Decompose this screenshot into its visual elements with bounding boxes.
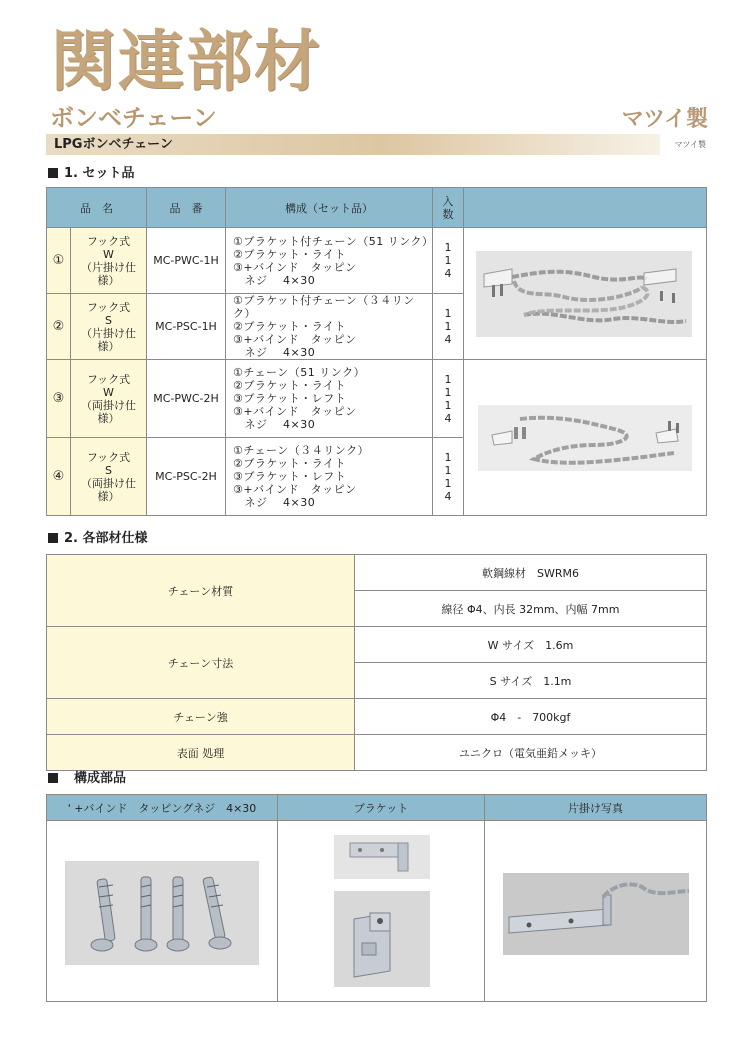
product-code: MC-PSC-1H <box>147 294 226 360</box>
component-line: ③ブラケット・レフト <box>233 470 347 483</box>
table-row <box>47 821 707 1002</box>
set-products-table <box>46 187 707 516</box>
name-line: 様） <box>97 411 120 425</box>
col-header-qty: 入 数 <box>433 188 464 228</box>
qty-line: 4 <box>444 267 452 280</box>
name-line: 様） <box>97 339 120 353</box>
table-header-row <box>47 795 707 821</box>
name-line: （両掛け仕 <box>81 476 136 490</box>
qty-line: 1 <box>444 385 452 399</box>
page-subtitle: ボンベチェーン <box>50 104 217 132</box>
product-components <box>226 438 433 516</box>
qty-line: 4 <box>444 489 452 503</box>
section-heading-spec <box>48 531 148 547</box>
hook-installation-image <box>485 821 705 1001</box>
row-number: ① <box>47 228 71 294</box>
loose-chain-with-brackets-image <box>464 363 706 513</box>
component-line: ③+バインド タッピン <box>233 333 357 346</box>
product-components <box>226 294 433 360</box>
qty-line: 1 <box>444 241 452 254</box>
product-qty <box>433 438 464 516</box>
table-row <box>47 699 707 735</box>
component-line: ②ブラケット・ライト <box>233 247 346 261</box>
qty-line: 1 <box>444 398 452 412</box>
component-line: ネジ 4×30 <box>233 496 316 509</box>
category-label: LPGボンベチェーン <box>54 137 173 152</box>
double-hook-chain-photo <box>464 360 707 516</box>
component-line: ネジ 4×30 <box>233 346 316 359</box>
component-line: ③+バインド タッピン <box>233 405 357 418</box>
single-hook-photo <box>485 821 707 1002</box>
section-heading-text: 構成部品 <box>74 771 127 786</box>
component-line: ネジ 4×30 <box>233 273 316 287</box>
name-line: W <box>103 385 114 399</box>
row-number: ② <box>47 294 71 360</box>
product-name <box>71 360 147 438</box>
product-components <box>226 228 433 294</box>
section-heading-parts <box>48 771 126 787</box>
component-line: ①チェーン（３４リンク） <box>233 444 370 457</box>
spec-table <box>46 554 707 771</box>
name-line: S <box>105 313 112 327</box>
name-line: フック式 <box>86 450 131 464</box>
name-line: フック式 <box>86 372 131 386</box>
qty-line: 1 <box>444 450 452 464</box>
col-header-code: 品 番 <box>147 188 226 228</box>
single-hook-chain-photo <box>464 228 707 360</box>
component-line: ③ブラケット・レフト <box>233 392 347 405</box>
col-header-screw: ' +バインド タッピングネジ 4×30 <box>47 795 278 821</box>
screws-photo <box>47 821 278 1002</box>
component-line: ②ブラケット・ライト <box>233 457 346 470</box>
name-line: （両掛け仕 <box>81 398 136 412</box>
spec-value: 軟鋼線材 SWRM6 <box>355 555 707 591</box>
square-bullet-icon <box>48 168 58 178</box>
product-components <box>226 360 433 438</box>
product-code: MC-PWC-2H <box>147 360 226 438</box>
spec-value: ユニクロ（電気亜鉛メッキ） <box>355 735 707 771</box>
maker-small-label: マツイ製 <box>674 140 706 149</box>
spec-label: 表面 処理 <box>47 735 355 771</box>
product-name <box>71 228 147 294</box>
square-bullet-icon <box>48 773 58 783</box>
page-title: 関連部材 <box>50 23 322 100</box>
section-heading-text: 1. セット品 <box>64 166 135 181</box>
table-header-row <box>47 188 707 228</box>
col-header-bracket: ブラケット <box>278 795 485 821</box>
component-line: ③+バインド タッピン <box>233 260 357 274</box>
component-line: ネジ 4×30 <box>233 418 316 431</box>
component-line: ①ブラケット付チェーン（51 リンク） <box>233 234 434 248</box>
col-header-components: 構成（セット品） <box>226 188 433 228</box>
maker-label: マツイ製 <box>621 107 708 132</box>
bracket-image <box>278 821 483 1001</box>
table-row <box>47 228 707 294</box>
name-line: 様） <box>97 273 120 287</box>
name-line: S <box>105 463 112 477</box>
spec-value: Φ4 - 700kgf <box>355 699 707 735</box>
product-qty <box>433 228 464 294</box>
name-line: フック式 <box>86 300 131 314</box>
component-line: ①チェーン（51 リンク） <box>233 366 366 379</box>
spec-label: チェーン強 <box>47 699 355 735</box>
product-name <box>71 294 147 360</box>
square-bullet-icon <box>48 533 58 543</box>
name-line: W <box>103 247 114 261</box>
component-line: ②ブラケット・ライト <box>233 320 346 333</box>
product-qty <box>433 360 464 438</box>
name-line: （片掛け仕 <box>81 326 136 340</box>
spec-value: 線径 Φ4、内長 32mm、内幅 7mm <box>355 591 707 627</box>
qty-line: 1 <box>444 372 452 386</box>
section-heading-text: 2. 各部材仕様 <box>64 531 148 546</box>
section-heading-set <box>48 166 135 182</box>
qty-line: 1 <box>444 307 452 320</box>
bracket-photo <box>278 821 485 1002</box>
component-line: ①ブラケット付チェーン（３４リンク） <box>233 294 415 320</box>
component-line: ③+バインド タッピン <box>233 483 357 496</box>
table-row <box>47 627 707 663</box>
product-qty <box>433 294 464 360</box>
product-code: MC-PWC-1H <box>147 228 226 294</box>
qty-line: 1 <box>444 476 452 490</box>
component-line: ②ブラケット・ライト <box>233 379 346 392</box>
row-number: ③ <box>47 360 71 438</box>
qty-line: 1 <box>444 254 452 267</box>
chain-with-brackets-image <box>464 229 706 359</box>
col-header-name: 品 名 <box>47 188 147 228</box>
spec-value: S サイズ 1.1m <box>355 663 707 699</box>
parts-table <box>46 794 707 1002</box>
name-line: 様） <box>97 489 120 503</box>
spec-value: W サイズ 1.6m <box>355 627 707 663</box>
col-header-photo <box>464 188 707 228</box>
spec-label: チェーン寸法 <box>47 627 355 699</box>
qty-line: 4 <box>444 333 452 346</box>
product-code: MC-PSC-2H <box>147 438 226 516</box>
table-row <box>47 735 707 771</box>
col-header-photo: 片掛け写真 <box>485 795 707 821</box>
qty-line: 4 <box>444 411 452 425</box>
screws-image <box>47 821 276 1001</box>
name-line: （片掛け仕 <box>81 260 136 274</box>
name-line: フック式 <box>86 234 131 248</box>
spec-label: チェーン材質 <box>47 555 355 627</box>
qty-line: 1 <box>444 320 452 333</box>
product-name <box>71 438 147 516</box>
row-number: ④ <box>47 438 71 516</box>
table-row <box>47 360 707 438</box>
qty-line: 1 <box>444 463 452 477</box>
table-row <box>47 555 707 591</box>
